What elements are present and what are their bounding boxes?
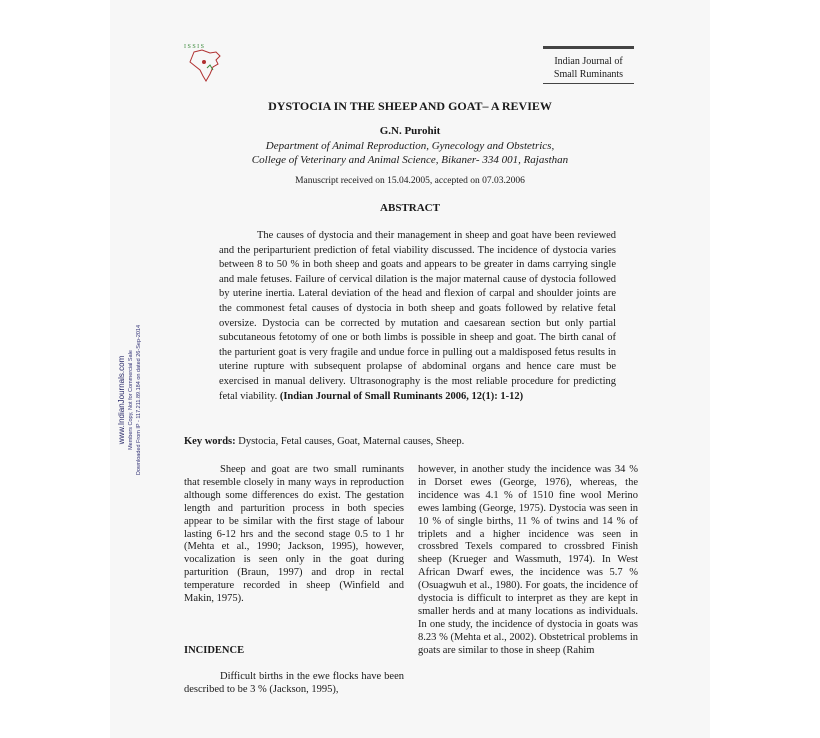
journal-name-box [543, 46, 634, 84]
download-watermark [117, 310, 167, 490]
watermark-download: Downloaded From IP - 117.211.89.184 on dated 26-Sep-2014 [136, 324, 142, 476]
journal-name-line2: Small Ruminants [553, 69, 624, 80]
incidence-paragraph: Difficult births in the ewe flocks have been described to be 3 % (Jackson, 1995), [184, 671, 404, 695]
logo-dot [202, 60, 206, 64]
intro-paragraph: Sheep and goat are two small ruminants that resemble closely in many ways in reproduction although some differences do exist. The gestation length and parturition process in both species appear to be similar with the first stage of labour lasting 6-12 hrs and the second stage 0.5 to 1 hr (Mehta et al., 1990; Jackson, 1995), however, vocalization is seen only in the goat during parturition (Braun, 1997) and drop in rectal temperature recorded in sheep (Winfield and Makin, 1975). [184, 464, 404, 605]
paper-author: G.N. Purohit [379, 125, 441, 137]
india-map-logo-icon [180, 40, 230, 86]
paper-title: DYSTOCIA IN THE SHEEP AND GOAT– A REVIEW [268, 99, 552, 113]
journal-logo [180, 40, 230, 86]
abstract-citation: (Indian Journal of Small Ruminants 2006, 12(1): 1-12) [279, 390, 524, 402]
section-heading-incidence: INCIDENCE [184, 645, 245, 656]
keywords-list: Dystocia, Fetal causes, Goat, Maternal causes, Sheep. [238, 436, 465, 447]
watermark-site: www.IndianJournals.com [117, 355, 126, 445]
logo-map-outline [190, 50, 220, 81]
affiliation-line1: Department of Animal Reproduction, Gynecology and Obstetrics, [265, 140, 555, 152]
manuscript-dates: Manuscript received on 15.04.2005, accepted on 07.03.2006 [295, 176, 525, 186]
column2-paragraph: however, in another study the incidence was 34 % in Dorset ewes (George, 1976), whereas, the incidence was 4.1 % of 1510 fine wool Merino ewes lambing (George, 1975). Dystocia was seen in 10 % of single births, 11 % of twins and 14 % of triplets and a higher incidence was seen in crossbred Texels compared to crossbred Finish sheep (Krueger and Wassmuth, 1974). In West African Dwarf ewes, the incidence was 5.7 % (Osuagwuh et al., 1980). For goats, the incidence of dystocia is difficult to interpret as they are kept in smaller herds and at many locations as individuals. In one study, the incidence of dystocia in goats was 8.23 % (Mehta et al., 2002). Obstetrical problems in goats are similar to those in sheep (Rahim [418, 464, 638, 656]
journal-name-line1: Indian Journal of [554, 56, 623, 67]
abstract-text [219, 229, 616, 404]
watermark-copy: Members Copy, Not for Commercial Sale [128, 350, 134, 450]
keywords-label: Key words: [184, 436, 236, 447]
abstract-heading: ABSTRACT [380, 202, 440, 214]
affiliation-line2: College of Veterinary and Animal Science, Bikaner- 334 001, Rajasthan [251, 154, 569, 166]
author-affiliation [180, 139, 640, 167]
abstract-body: The causes of dystocia and their management in sheep and goat have been reviewed and the periparturient prediction of fetal viability discussed. The incidence of dystocia varies between 8 to 50 % in both sheep and goats and appears to be greater in dams carrying single and male fetuses. Failure of cervical dilation is the major maternal cause of dystocia followed by uterine inertia. Lateral deviation of the head and flexion of carpal and shoulder joints are the commonest fetal causes of dystocia in both sheep and goats followed by relative fetal oversize. Dystocia can be corrected by mutation and caesarean section but only partial subcutaneous fetotomy of one or both limbs is possible in sheep and goat. The birth canal of the parturient goat is very fragile and undue force in pulling out a maldisposed fetus results in uterine rupture with subsequent prolapse of abdominal organs and hence care must be exercised in manual delivery. Ultrasonography is the most reliable procedure for predicting fetal viability. [219, 230, 616, 402]
keywords [184, 436, 464, 447]
logo-text: I S S I S [184, 44, 205, 50]
logo-animal [207, 65, 213, 70]
